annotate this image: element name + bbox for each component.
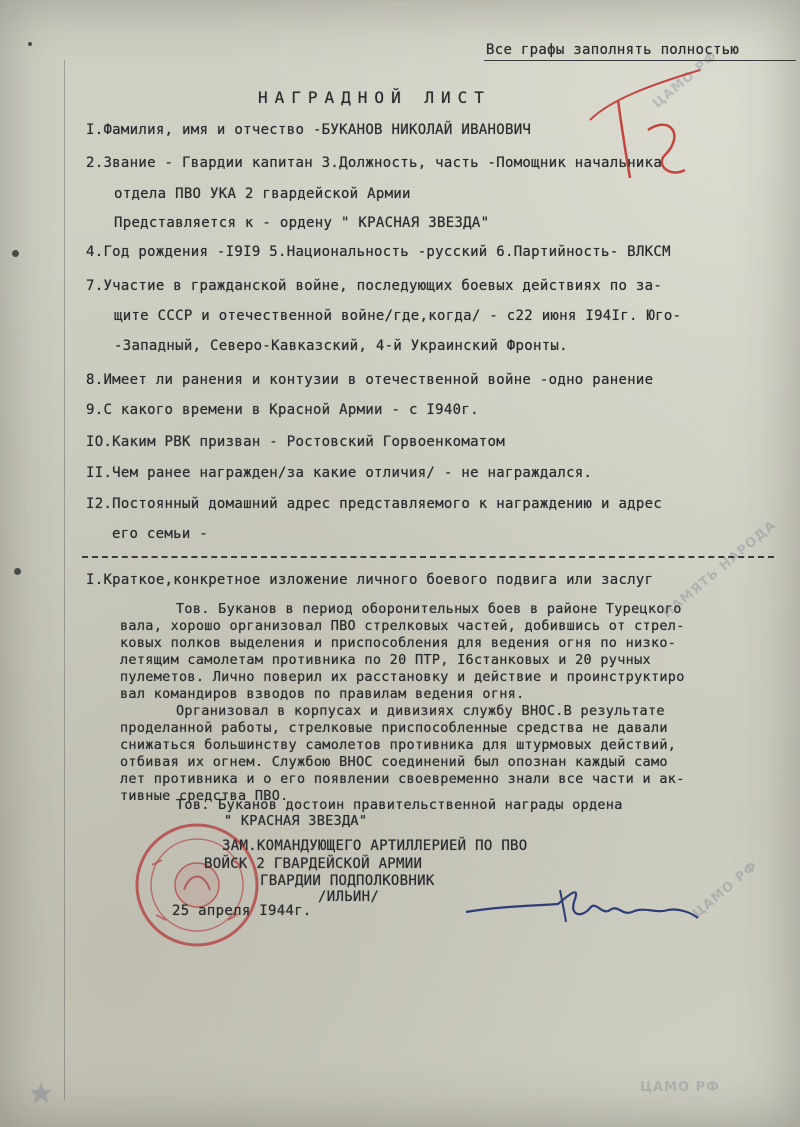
- handwritten-signature: [462, 872, 702, 952]
- narrative-line: тивные средства ПВО.: [120, 788, 289, 804]
- field-participation-1: 7.Участие в гражданской войне, последующих боевых действиях по за-: [86, 278, 663, 294]
- punch-hole: [28, 42, 32, 46]
- document-title: НАГРАДНОЙ ЛИСТ: [258, 88, 491, 107]
- signer-rank: ГВАРДИИ ПОДПОЛКОВНИК: [260, 873, 435, 889]
- narrative-line: отбивая их огнем. Службою ВНОС соединений был опознан каждый само: [120, 754, 668, 770]
- star-emblem-icon: [28, 1080, 54, 1106]
- field-rank-position: 2.Звание - Гвардии капитан 3.Должность, часть -Помощник начальника: [86, 155, 663, 171]
- section-divider: [82, 556, 774, 558]
- narrative-line: Организовал в корпусах и дивизиях службу ВНОС.В результате: [176, 703, 665, 719]
- field-unit: отдела ПВО УКА 2 гвардейской Армии: [114, 186, 411, 202]
- narrative-line: Тов. Буканов достоин правительственной награды ордена: [176, 797, 623, 813]
- field-service-since: 9.С какого времени в Красной Армии - с I940г.: [86, 402, 479, 418]
- signature-date: 25 апреля I944г.: [172, 903, 312, 919]
- narrative-line: " КРАСНАЯ ЗВЕЗДА": [224, 813, 368, 829]
- field-address-2: его семьи -: [112, 526, 209, 542]
- field-full-name: I.Фамилия, имя и отчество -БУКАНОВ НИКОЛАЙ ИВАНОВИЧ: [86, 122, 532, 138]
- header-note: Все графы заполнять полностью: [486, 42, 740, 58]
- narrative-line: лет противника и о его появлении своевременно знали все части и ак-: [120, 771, 685, 787]
- narrative-line: пулеметов. Лично поверил их расстановку и действие и проинструктиро: [120, 669, 685, 685]
- field-birth-nationality-party: 4.Год рождения -I9I9 5.Национальность -русский 6.Партийность- ВЛКСМ: [86, 244, 671, 260]
- watermark: ЦАМО РФ: [640, 1080, 721, 1095]
- section-heading: I.Краткое,конкретное изложение личного боевого подвига или заслуг: [86, 572, 654, 588]
- field-award: Представляется к - ордену " КРАСНАЯ ЗВЕЗДА": [114, 215, 490, 231]
- field-wounds: 8.Имеет ли ранения и контузии в отечественной войне -одно ранение: [86, 372, 654, 388]
- signer-title-1: ЗАМ.КОМАНДУЮЩЕГО АРТИЛЛЕРИЕЙ ПО ПВО: [222, 838, 528, 854]
- narrative-line: Тов. Буканов в период оборонительных боев в районе Турецкого: [176, 601, 682, 617]
- field-previous-awards: II.Чем ранее награжден/за какие отличия/ - не награждался.: [86, 465, 593, 481]
- signer-name: /ИЛЬИН/: [318, 889, 380, 905]
- narrative-line: ковых полков выделения и приспособления для ведения огня по низко-: [120, 635, 677, 651]
- narrative-line: вала, хорошо организовал ПВО стрелковых частей, добившись от стрел-: [120, 618, 685, 634]
- narrative-line: снижаться большинству самолетов противника для штурмовых действий,: [120, 737, 677, 753]
- narrative-line: вал командиров взводов по правилам ведения огня.: [120, 686, 525, 702]
- watermark: ЦАМО РФ: [690, 858, 761, 922]
- punch-hole: [14, 568, 21, 575]
- left-margin-line: [64, 60, 65, 1100]
- narrative-line: летящим самолетам противника по 20 ПТР, I6станковых и 20 ручных: [120, 652, 651, 668]
- field-participation-3: -Западный, Северо-Кавказский, 4-й Украинский Фронты.: [114, 338, 568, 354]
- punch-hole: [12, 250, 19, 257]
- field-participation-2: щите СССР и отечественной войне/где,когда/ - с22 июня I94Iг. Юго-: [114, 308, 682, 324]
- field-enlistment-office: IO.Каким РВК призван - Ростовский Горвоенкоматом: [86, 434, 505, 450]
- field-address-1: I2.Постоянный домашний адрес представляемого к награждению и адрес: [86, 496, 663, 512]
- signer-title-2: ВОЙСК 2 ГВАРДЕЙСКОЙ АРМИИ: [204, 856, 423, 872]
- narrative-line: проделанной работы, стрелковые приспособленные средства не давали: [120, 720, 668, 736]
- watermark: ЦАМО РФ: [650, 48, 721, 112]
- watermark: ПАМЯТЬ НАРОДА: [660, 517, 780, 622]
